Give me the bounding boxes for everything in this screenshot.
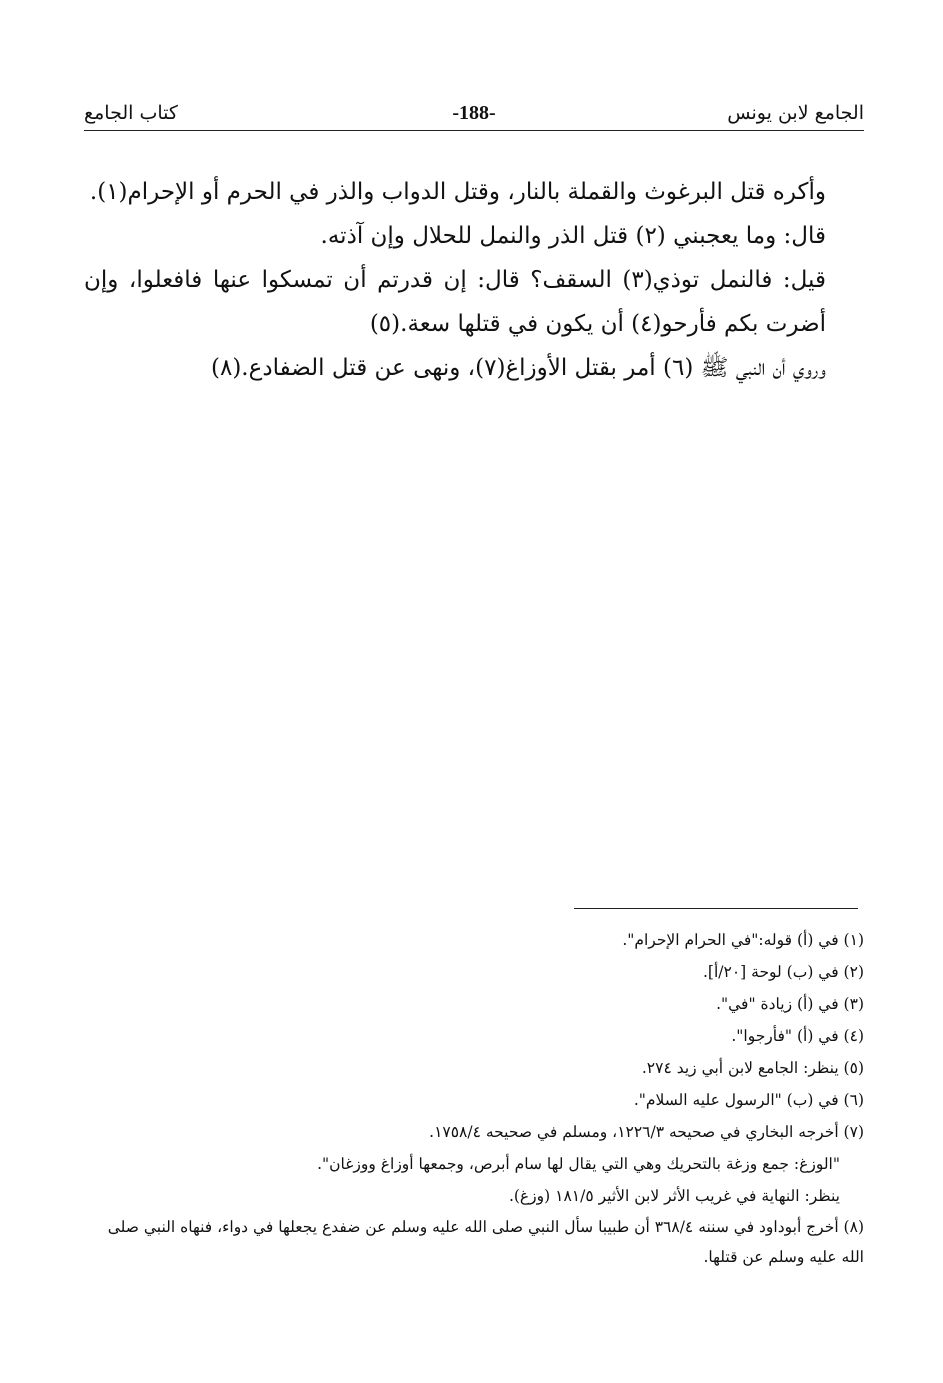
paragraph: وأكره قتل البرغوث والقملة بالنار، وقتل الدواب والذر في الحرم أو الإحرام(١).	[89, 179, 826, 205]
footnote: (٧) أخرجه البخاري في صحيحه ١٢٢٦/٣، ومسلم في صحيحه ١٧٥٨/٤.	[429, 1123, 864, 1141]
chapter-title: كتاب الجامع	[84, 102, 178, 124]
footnote: (٤) في (أ) "فأرجوا".	[731, 1027, 864, 1045]
footnotes	[84, 924, 864, 1272]
book-title: الجامع لابن يونس	[727, 102, 864, 124]
main-text	[84, 170, 864, 390]
running-header	[84, 98, 864, 128]
header-divider	[84, 130, 864, 131]
paragraph: قيل: فالنمل توذي(٣) السقف؟ قال: إن قدرتم أن تمسكوا عنها فافعلوا، وإن أضرت بكم فأرحو(٤) أن يكون في قتلها سعة.(٥)	[84, 267, 826, 337]
footnote: (١) في (أ) قوله:"في الحرام الإحرام".	[622, 931, 864, 949]
footnote: (٢) في (ب) لوحة [٢٠/أ].	[702, 963, 864, 981]
footnote-continuation: ينظر: النهاية في غريب الأثر لابن الأثير ١٨١/٥ (وزغ).	[508, 1187, 840, 1205]
footnote: (٦) في (ب) "الرسول عليه السلام".	[633, 1091, 864, 1109]
footnote-divider	[574, 908, 858, 909]
footnote-continuation: "الوزغ: جمع وزغة بالتحريك وهي التي يقال لها سام أبرص، وجمعها أوزاغ ووزغان".	[317, 1155, 840, 1173]
paragraph: قال: وما يعجبني (٢) قتل الذر والنمل للحلال وإن آذته.	[320, 223, 826, 249]
footnote: (٨) أخرج أبوداود في سننه ٣٦٨/٤ أن طبيبا سأل النبي صلى الله عليه وسلم عن ضفدع يجعلها في دواء، فنهاه النبي صلى الله عليه وسلم عن قتلها.	[107, 1218, 864, 1266]
paragraph: وروي أن النبي ﷺ (٦) أمر بقتل الأوزاغ(٧)، ونهى عن قتل الضفادع.(٨)	[210, 355, 826, 381]
footnote: (٥) ينظر: الجامع لابن أبي زيد ٢٧٤.	[641, 1059, 864, 1077]
page-number: -188-	[452, 102, 496, 124]
footnote: (٣) في (أ) زيادة "في".	[716, 995, 864, 1013]
